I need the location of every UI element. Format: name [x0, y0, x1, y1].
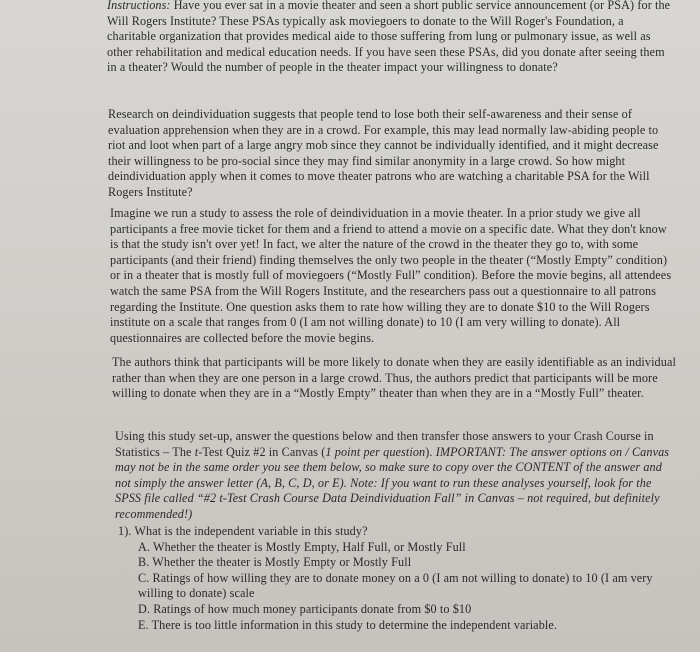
question-1-option-e: E. There is too little information in this study to determine the independent variable. [138, 617, 558, 632]
hypothesis-paragraph: The authors think that participants will be more likely to donate when they are easily identifiable as an individual rather than when they are one person in a large crowd. Thus, the authors predict that participants will be more willing to donate when they are in a “Mostly Empty” theater than when they are in a “Mostly Full” theater. [112, 355, 676, 401]
quiz-instructions-paragraph [115, 429, 677, 523]
question-1-option-a: A. Whether the theater is Mostly Empty, Half Full, or Mostly Full [138, 539, 466, 554]
question-1-option-c: C. Ratings of how willing they are to donate money on a 0 (I am not willing to donate) to 10 (I am very willing to donate) scale [138, 570, 653, 601]
instructions-text: Have you ever sat in a movie theater and seen a short public service announcement (or PSA) for the Will Rogers Institute? These PSAs typically ask moviegoers to donate to the Will Roger's Foundation, a charitable organization that provides medical aide to those suffering from lung or pulmonary issue, as well as other rehabilitation and medical education needs. If you have seen these PSAs, did you donate after seeing them in a theater? Would the number of people in the theater impact your willingness to donate? [107, 0, 671, 75]
instructions-paragraph [107, 0, 673, 76]
quiz-intro-text: Using this study set-up, answer the questions below and then transfer those answers to your Crash Course in Statistics – The [115, 429, 654, 459]
quiz-paren-close: ). [425, 444, 436, 459]
instructions-lead: Instructions: [107, 0, 171, 12]
quiz-points-note: 1 point per question [325, 444, 426, 459]
question-1-text: 1). What is the independent variable in this study? [118, 524, 368, 538]
study-description-paragraph: Imagine we run a study to assess the role of deindividuation in a movie theater. In a prior study we give all participants a free movie ticket for them and a friend to attend a movie on a specific date. What they don't know is that the study isn't over yet! In fact, we alter the nature of the crowd in the theater they go to, with some participants (and their friend) finding themselves the only two people in the theater (“Mostly Empty” condition) or in a theater that is mostly full of moviegoers (“Mostly Full” condition). Before the movie begins, all attendees watch the same PSA from the Will Rogers Institute, and the researchers pass out a questionnaire to all patrons regarding the Institute. One question asks them to rate how willing they are to donate $10 to the Will Rogers institute on a scale that ranges from 0 (I am not willing donate) to 10 (I am very willing to donate). All questionnaires are collected before the movie begins. [110, 206, 672, 345]
quiz-important-note: IMPORTANT: The answer options on / Canvas may not be in the same order you see them below, so make sure to copy over the CONTENT of the answer and not simply the answer letter (A, B, C, D, or E). Note: If you want to run these analyses yourself, look for the SPSS file called “#2 t-Test Crash Course Data Deindividuation Fall” in Canvas – not required, but definitely recommended!) [115, 444, 670, 521]
question-1-option-b: B. Whether the theater is Mostly Empty or Mostly Full [138, 555, 412, 570]
quiz-name-text: -Test Quiz #2 in Canvas ( [198, 444, 326, 459]
quiz-t-italic: t [194, 444, 199, 459]
question-1-option-d: D. Ratings of how much money participants donate from $0 to $10 [138, 601, 472, 616]
question-1 [118, 524, 676, 633]
deindividuation-paragraph: Research on deindividuation suggests that people tend to lose both their self-awareness and their sense of evaluation apprehension when they are in a crowd. For example, this may lead normally law-abiding people to riot and loot when part of a large angry mob since they cannot be individually identified, and it might decrease their willingness to be pro-social since they may find similar anonymity in a large crowd. So how might deindividuation apply when it comes to move theater patrons who are watching a charitable PSA for the Will Rogers Institute? [108, 107, 659, 199]
